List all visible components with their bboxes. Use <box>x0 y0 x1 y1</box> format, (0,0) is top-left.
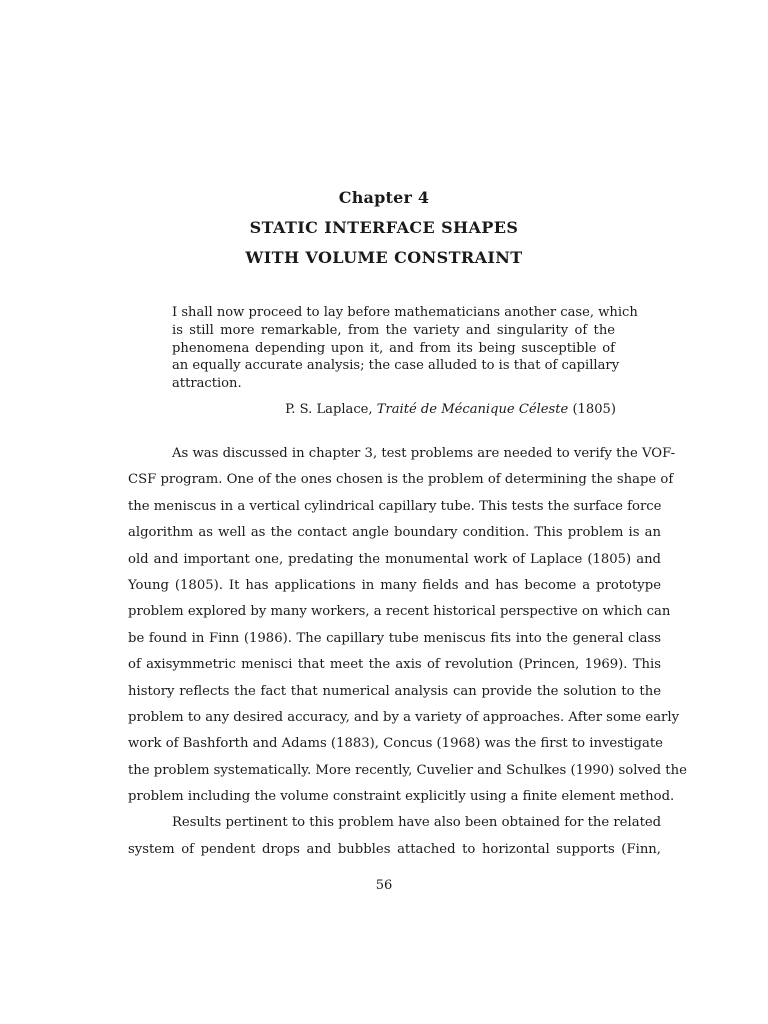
epigraph-quote <box>172 304 638 393</box>
body-text <box>128 441 687 863</box>
attribution-year: (1805) <box>572 402 616 417</box>
body-line: CSF program. One of the ones chosen is the problem of determining the shape of <box>128 472 674 488</box>
body-line: algorithm as well as the contact angle boundary condition. This problem is an <box>128 525 661 541</box>
body-line: problem to any desired accuracy, and by a variety of approaches. After some early <box>128 709 680 725</box>
body-line: the meniscus in a vertical cylindrical capillary tube. This tests the surface force <box>128 498 662 514</box>
body-line: history reflects the fact that numerical analysis can provide the solution to the <box>128 683 661 699</box>
epigraph-line: I shall now proceed to lay before mathematicians another case, which <box>172 305 638 320</box>
body-line: problem including the volume constraint explicitly using a finite element method. <box>128 789 675 805</box>
chapter-title-line-1: STATIC INTERFACE SHAPES <box>249 218 519 237</box>
body-line: Results pertinent to this problem have also been obtained for the related <box>172 815 662 831</box>
body-line: problem explored by many workers, a recent historical perspective on which can <box>128 604 671 620</box>
epigraph-line: attraction. <box>172 376 242 392</box>
chapter-label: Chapter 4 <box>338 188 430 207</box>
body-line: old and important one, predating the monumental work of Laplace (1805) and <box>128 551 661 567</box>
page-number: 56 <box>375 878 393 893</box>
body-line: of axisymmetric menisci that meet the axis of revolution (Princen, 1969). This <box>128 657 661 673</box>
epigraph-line: phenomena depending upon it, and from its being susceptible of <box>172 340 615 356</box>
attribution-author: P. S. Laplace, <box>285 402 373 417</box>
epigraph-line: an equally accurate analysis; the case alluded to is that of capillary <box>172 358 620 374</box>
body-line: As was discussed in chapter 3, test problems are needed to verify the VOF- <box>172 446 676 461</box>
body-line: be found in Finn (1986). The capillary tube meniscus fits into the general class <box>128 630 661 646</box>
epigraph-line: is still more remarkable, from the variety and singularity of the <box>172 322 615 338</box>
body-line: system of pendent drops and bubbles attached to horizontal supports (Finn, <box>128 841 661 857</box>
attribution-work: Traité de Mécanique Céleste <box>376 402 569 417</box>
body-line: Young (1805). It has applications in many fields and has become a prototype <box>128 577 661 593</box>
chapter-title-line-2: WITH VOLUME CONSTRAINT <box>245 248 523 267</box>
epigraph-attribution <box>285 402 616 417</box>
body-line: work of Bashforth and Adams (1883), Concus (1968) was the first to investigate <box>128 736 663 752</box>
body-line: the problem systematically. More recently, Cuvelier and Schulkes (1990) solved the <box>128 762 687 778</box>
